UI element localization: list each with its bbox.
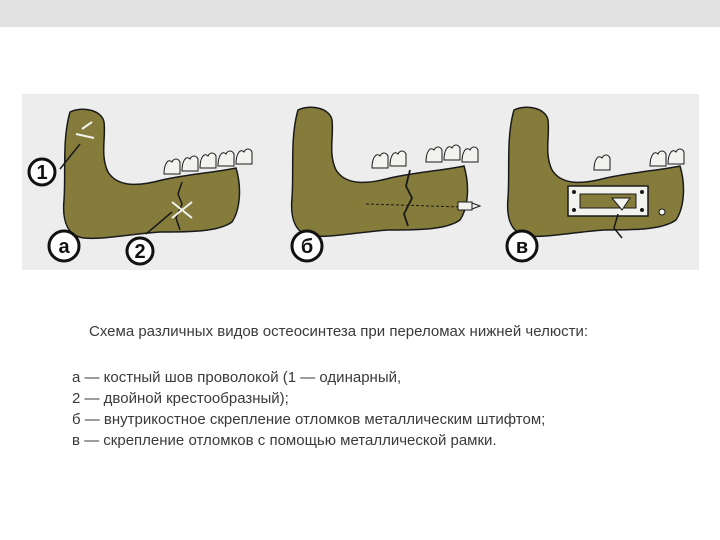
- marker-1-label: 1: [36, 162, 48, 184]
- panel-v-jaw: [508, 107, 684, 238]
- mandible-figure: [22, 94, 699, 270]
- figure-caption: Схема различных видов остеосинтеза при переломах нижней челюсти:: [89, 323, 588, 340]
- panel-b-jaw: [292, 107, 480, 236]
- mandible-illustration: [22, 94, 699, 270]
- panel-v-letter: в: [515, 236, 529, 258]
- panel-b-letter-circle: [292, 231, 322, 261]
- panel-b-letter: б: [300, 236, 314, 258]
- legend-line: 2 — двойной крестообразный);: [72, 390, 289, 407]
- panel-v-letter-circle: [507, 231, 537, 261]
- top-bar: [0, 0, 720, 27]
- panel-a-letter-circle: [49, 231, 79, 261]
- legend-line: в — скрепление отломков с помощью металлической рамки.: [72, 432, 497, 449]
- panel-a-letter: а: [58, 236, 70, 258]
- marker-2-label: 2: [134, 241, 146, 263]
- legend-line: б — внутрикостное скрепление отломков металлическим штифтом;: [72, 411, 546, 428]
- figure-legend: [72, 367, 545, 451]
- marker-2-circle: [127, 238, 153, 264]
- marker-1-circle: [29, 159, 55, 185]
- panel-a-jaw: [60, 109, 252, 238]
- legend-line: а — костный шов проволокой (1 — одинарный,: [72, 369, 402, 386]
